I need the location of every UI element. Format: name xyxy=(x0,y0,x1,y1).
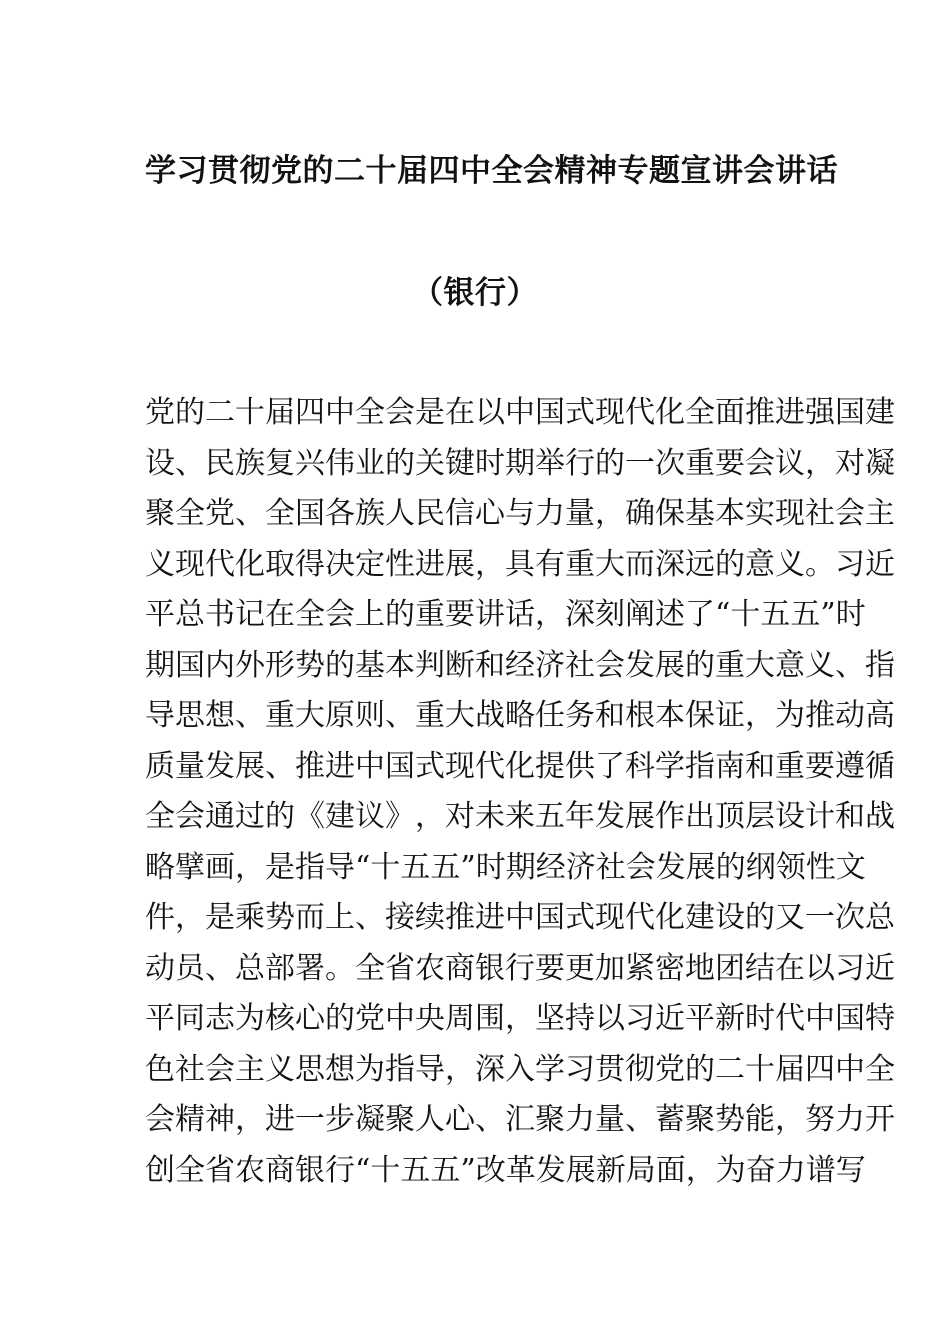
document-body xyxy=(145,388,895,1196)
body-line: 全 会 通 过 的 《 建 议 》 ， 对 未 来 五 年 发 展 作 出 顶 层 设 计 和 战 xyxy=(145,799,895,834)
body-line: 略 擘 画 ， 是 指 导 “ 十 五 五 ” 时 期 经 济 社 会 发 展 的 纲 领 性 文 xyxy=(145,849,866,885)
body-line: 创 全 省 农 商 银 行 “ 十 五 五 ” 改 革 发 展 新 局 面 ， 为 奋 力 谱 写 xyxy=(145,1152,866,1188)
body-line: 设 、 民 族 复 兴 伟 业 的 关 键 时 期 举 行 的 一 次 重 要 会 议 ， 对 凝 xyxy=(145,445,895,481)
body-line: 平 同 志 为 核 心 的 党 中 央 周 围 ， 坚 持 以 习 近 平 新 时 代 中 国 特 xyxy=(145,1001,895,1036)
body-line: 党 的 二 十 届 四 中 全 会 是 在 以 中 国 式 现 代 化 全 面 推 进 强 国 建 xyxy=(145,395,895,430)
body-line: 导 思 想 、 重 大 原 则 、 重 大 战 略 任 务 和 根 本 保 证 ， 为 推 动 高 xyxy=(145,698,895,733)
body-line: 期 国 内 外 形 势 的 基 本 判 断 和 经 济 社 会 发 展 的 重 大 意 义 、 指 xyxy=(145,647,895,683)
page-subtitle: （银行） xyxy=(412,275,538,311)
body-line: 义 现 代 化 取 得 决 定 性 进 展 ， 具 有 重 大 而 深 远 的 意 义 。 习 近 xyxy=(145,546,895,582)
body-line: 件 ， 是 乘 势 而 上 、 接 续 推 进 中 国 式 现 代 化 建 设 的 又 一 次 总 xyxy=(145,900,895,935)
body-line: 会 精 神 ， 进 一 步 凝 聚 人 心 、 汇 聚 力 量 、 蓄 聚 势 能 ， 努 力 开 xyxy=(145,1102,895,1137)
body-line: 动 员 、 总 部 署 。 全 省 农 商 银 行 要 更 加 紧 密 地 团 结 在 以 习 近 xyxy=(145,950,895,986)
page-title: 学习贯彻党的二十届四中全会精神专题宣讲会讲话 xyxy=(145,153,838,189)
body-line: 色 社 会 主 义 思 想 为 指 导 ， 深 入 学 习 贯 彻 党 的 二 十 届 四 中 全 xyxy=(145,1051,895,1087)
body-line: 聚 全 党 、 全 国 各 族 人 民 信 心 与 力 量 ， 确 保 基 本 实 现 社 会 主 xyxy=(145,496,895,531)
document-heading xyxy=(145,148,838,316)
body-line: 质 量 发 展 、 推 进 中 国 式 现 代 化 提 供 了 科 学 指 南 和 重 要 遵 循 xyxy=(145,748,895,784)
body-line: 平 总 书 记 在 全 会 上 的 重 要 讲 话 ， 深 刻 阐 述 了 “ 十 五 五 ” 时 xyxy=(145,597,866,632)
